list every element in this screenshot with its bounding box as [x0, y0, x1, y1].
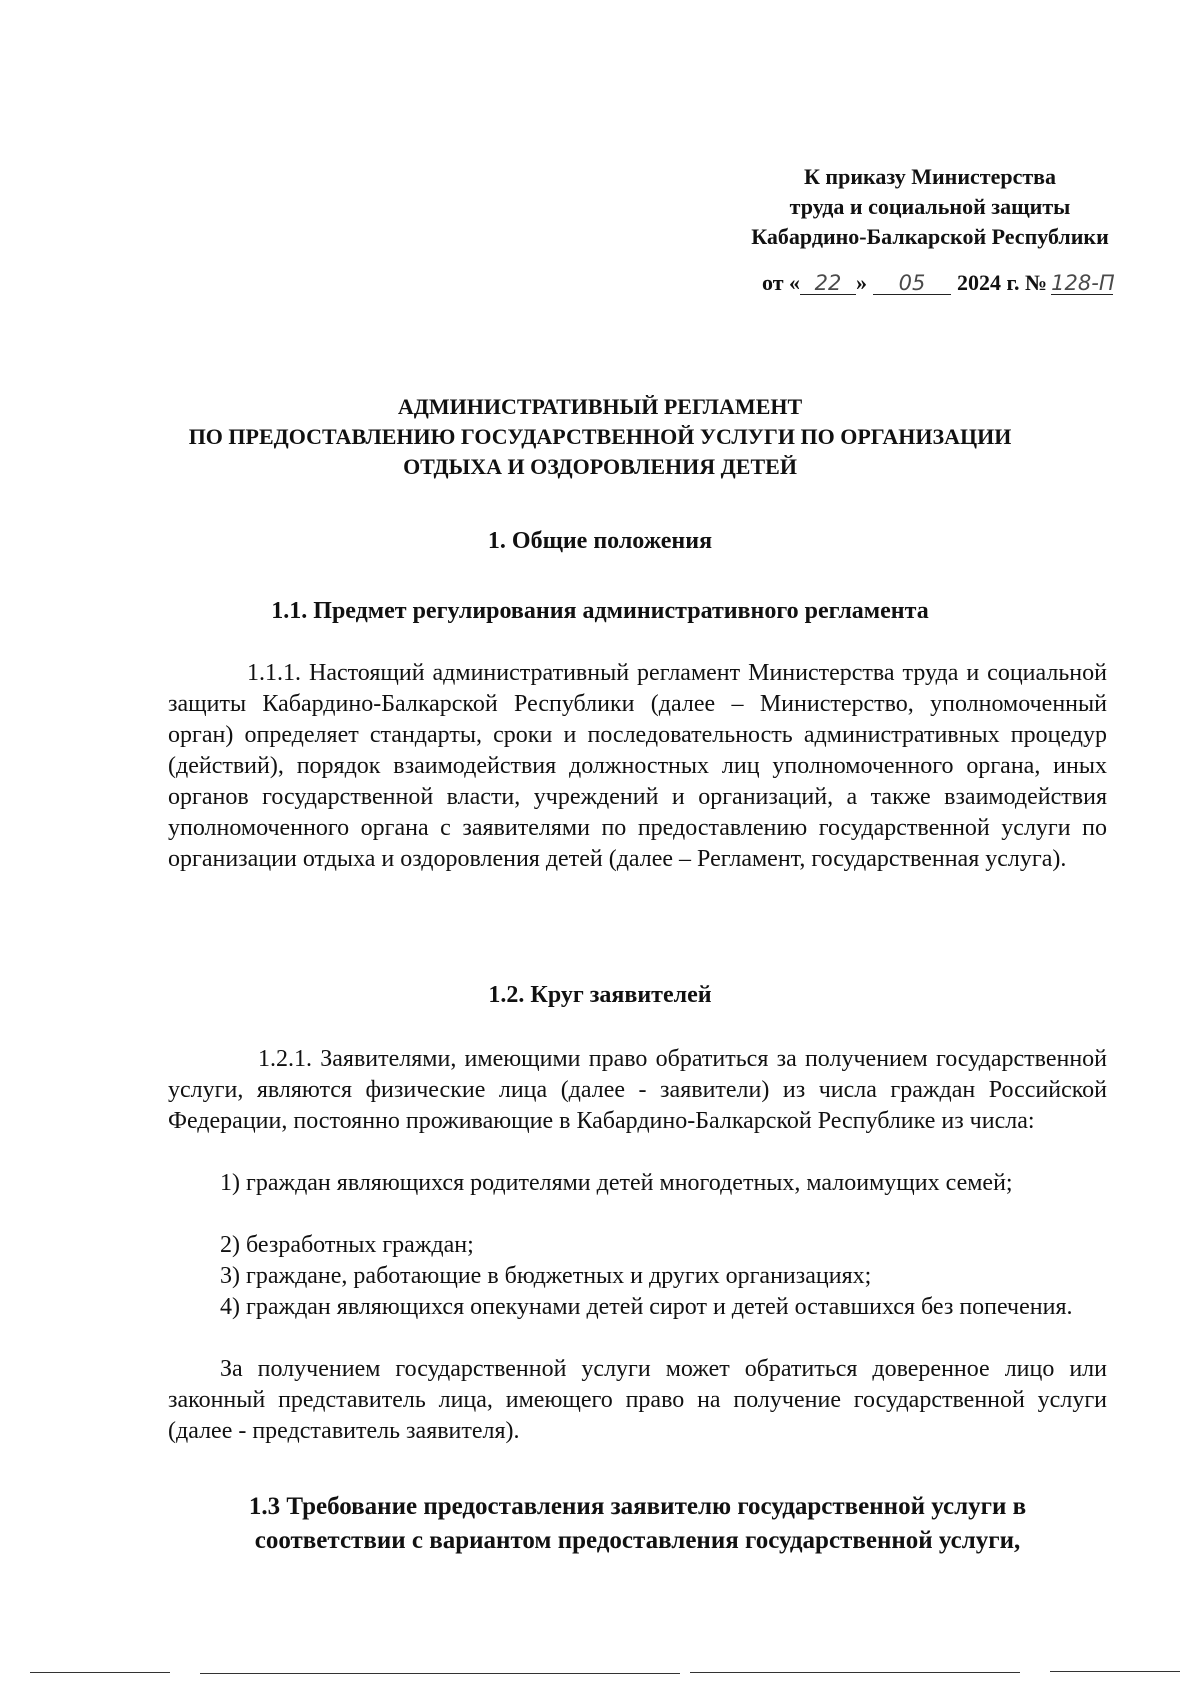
list-item-3: 3) граждане, работающие в бюджетных и других организациях; — [220, 1263, 872, 1289]
title-line-1: АДМИНИСТРАТИВНЫЙ РЕГЛАМЕНТ — [397, 394, 803, 419]
header-line-3: Кабардино-Балкарской Республики — [751, 224, 1109, 249]
section-1-2-heading: 1.2. Круг заявителей — [488, 982, 712, 1008]
paragraph-representative: За получением государственной услуги может обратиться доверенное лицо или законный представитель лица, имеющего право на получение государственной услуги (далее - представитель заявителя). — [168, 1356, 1107, 1444]
scan-artifact-line — [690, 1672, 1020, 1673]
order-day-handwritten: 22 — [800, 272, 856, 295]
section-1-3-heading — [168, 1490, 1107, 1558]
order-year-text: 2024 г. № — [957, 270, 1048, 295]
list-item-2: 2) безработных граждан; — [220, 1232, 474, 1258]
order-prefix: от « — [762, 270, 801, 295]
order-mid: » — [856, 270, 868, 295]
section-1-3-heading-line-2: соответствии с вариантом предоставления государственной услуги, — [254, 1527, 1021, 1554]
order-reference-header — [740, 162, 1120, 252]
order-month-handwritten: 05 — [873, 272, 951, 295]
paragraph-1-1-1: 1.1.1. Настоящий административный регламент Министерства труда и социальной защиты Кабардино-Балкарской Республики (далее – Министерство, уполномоченный орган) определяет стандарты, сроки и последовательность административных процедур (действий), порядок взаимодействия должностных лиц уполномоченного органа, иных органов государственной власти, учреждений и организаций, а также взаимодействия уполномоченного органа с заявителями по предоставлению государственной услуги по организации отдыха и оздоровления детей (далее – Регламент, государственная услуга). — [168, 660, 1107, 872]
section-1-1-heading: 1.1. Предмет регулирования административного регламента — [271, 598, 929, 624]
document-title — [120, 392, 1080, 482]
scan-artifact-line — [200, 1673, 680, 1674]
order-date-number — [762, 268, 1142, 298]
list-item-4: 4) граждан являющихся опекунами детей сирот и детей оставшихся без попечения. — [220, 1294, 1073, 1320]
scan-artifact-line — [30, 1672, 170, 1673]
list-item-1: 1) граждан являющихся родителями детей многодетных, малоимущих семей; — [220, 1170, 1013, 1196]
paragraph-1-2-1: 1.2.1. Заявителями, имеющими право обратиться за получением государственной услуги, являются физические лица (далее - заявители) из числа граждан Российской Федерации, постоянно проживающие в Кабардино-Балкарской Республике из числа: — [168, 1046, 1107, 1134]
section-1-heading: 1. Общие положения — [487, 528, 713, 554]
scan-artifact-line — [1050, 1671, 1180, 1672]
header-line-2: труда и социальной защиты — [789, 194, 1071, 219]
section-1-3-heading-line-1: 1.3 Требование предоставления заявителю государственной услуги в — [248, 1493, 1027, 1520]
title-line-2: ПО ПРЕДОСТАВЛЕНИЮ ГОСУДАРСТВЕННОЙ УСЛУГИ ПО ОРГАНИЗАЦИИ — [188, 424, 1012, 449]
order-number-handwritten: 128-П — [1051, 271, 1115, 295]
title-line-3: ОТДЫХА И ОЗДОРОВЛЕНИЯ ДЕТЕЙ — [403, 454, 797, 479]
header-line-1: К приказу Министерства — [803, 164, 1057, 189]
